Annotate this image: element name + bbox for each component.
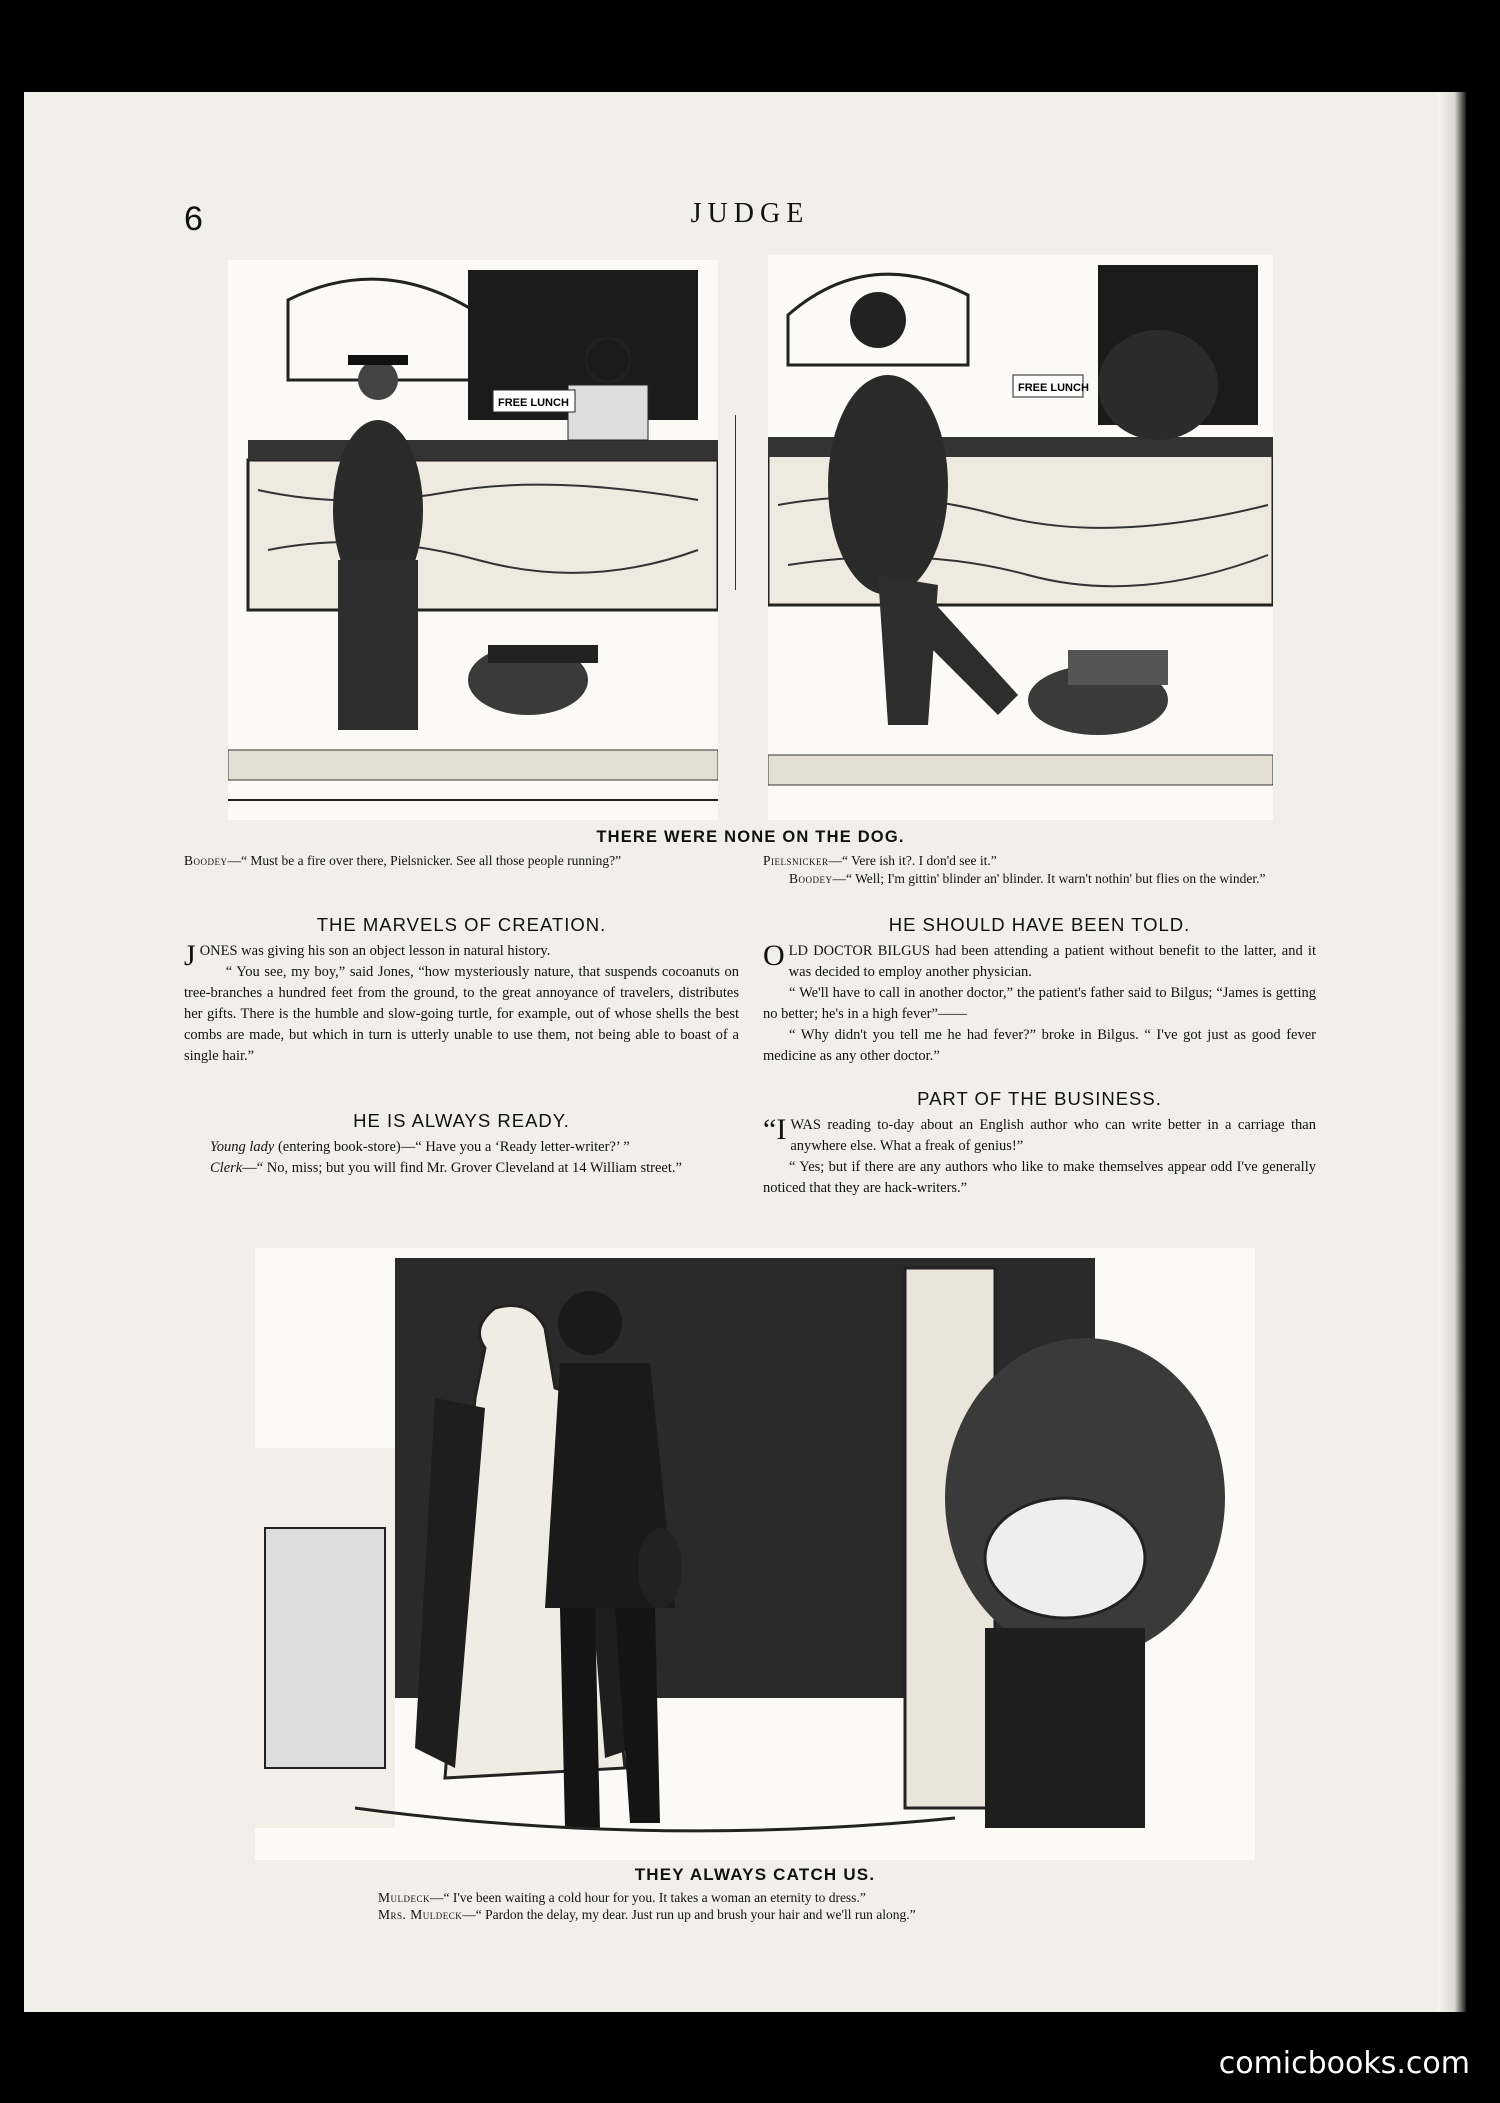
article-body-ready (184, 1137, 739, 1179)
speaker-name: Boodey (184, 853, 228, 868)
dialogue-line: (entering book-store)—“ Have you a ‘Ready letter-writer?’ ” (274, 1139, 630, 1155)
drop-cap: “I (763, 1113, 787, 1146)
column-rule (735, 415, 736, 590)
dialogue-line: —“ Must be a fire over there, Pielsnicker. See all those people running?” (227, 853, 622, 868)
paragraph: “ We'll have to call in another doctor,” the patient's father said to Bilgus; “James is getting no better; he's in a high fever”—— (763, 985, 1316, 1022)
free-lunch-sign-left: FREE LUNCH (498, 397, 569, 409)
speaker-name: Boodey (789, 871, 833, 886)
paragraph: “ Why didn't you tell me he had fever?” broke in Bilgus. “ I've got just as good fever medicine as any other doctor.” (763, 1027, 1316, 1064)
drop-cap: J (184, 939, 196, 972)
dialogue-line: —“ Vere ish it?. I don'd see it.” (828, 853, 997, 868)
cartoon-bottom-title: THEY ALWAYS CATCH US. (634, 1865, 876, 1884)
article-body-marvels (184, 941, 739, 1067)
paragraph: ONES was giving his son an object lesson in natural history. (199, 943, 551, 959)
dialogue-line: —“ No, miss; but you will find Mr. Grover Cleveland at 14 William street.” (242, 1160, 682, 1176)
article-title-marvels: THE MARVELS OF CREATION. (316, 914, 607, 935)
paragraph: LD DOCTOR BILGUS had been attending a patient without benefit to the latter, and it was decided to employ another physician. (788, 943, 1316, 980)
speaker-name: Muldeck (378, 1890, 431, 1905)
paragraph: “ You see, my boy,” said Jones, “how mysteriously nature, that suspends cocoanuts on tree-branches a hundred feet from the ground, to the great annoyance of travelers, distributes her gifts. There is the humble and slow-going turtle, for example, out of whose shells the best combs are made, but which in turn is utterly unable to use them, not being able to boast of a single hair.” (184, 964, 739, 1064)
dialogue-line: —“ Well; I'm gittin' blinder an' blinder. It warn't nothin' but flies on the winder.” (832, 871, 1266, 886)
paragraph: WAS reading to-day about an English author who can write better in a carriage than anywhere else. What a freak of genius!” (790, 1117, 1316, 1154)
cartoon-bottom-dialogue (378, 1889, 1278, 1923)
speaker-name: Mrs. Muldeck (378, 1907, 463, 1922)
cartoon-top-dialogue-left (184, 852, 739, 870)
cartoon-bottom-illustration (255, 1248, 1255, 1860)
dialogue-line: —“ Pardon the delay, my dear. Just run up and brush your hair and we'll run along.” (462, 1907, 916, 1922)
speaker-name: Young lady (210, 1139, 275, 1155)
dialogue-line: —“ I've been waiting a cold hour for you. It takes a woman an eternity to dress.” (430, 1890, 866, 1905)
speaker-name: Pielsnicker (763, 853, 829, 868)
page-edge (1438, 92, 1466, 2012)
article-title-ready: HE IS ALWAYS READY. (353, 1110, 570, 1131)
cartoon-top-right-illustration (768, 255, 1273, 820)
article-title-business: PART OF THE BUSINESS. (917, 1088, 1162, 1109)
masthead: JUDGE (690, 198, 810, 229)
speaker-name: Clerk (210, 1160, 243, 1176)
watermark: comicbooks.com (1218, 2046, 1470, 2081)
cartoon-top-dialogue-right (763, 852, 1316, 888)
page-number: 6 (184, 200, 203, 238)
article-body-told (763, 941, 1316, 1067)
paragraph: “ Yes; but if there are any authors who like to make themselves appear odd I've generally noticed that they are hack-writers.” (763, 1159, 1316, 1196)
article-body-business (763, 1115, 1316, 1199)
free-lunch-sign-right: FREE LUNCH (1018, 382, 1089, 394)
drop-cap: O (763, 939, 785, 972)
article-title-told: HE SHOULD HAVE BEEN TOLD. (888, 914, 1191, 935)
cartoon-top-title: THERE WERE NONE ON THE DOG. (596, 828, 905, 846)
cartoon-top-left-illustration (228, 260, 718, 820)
